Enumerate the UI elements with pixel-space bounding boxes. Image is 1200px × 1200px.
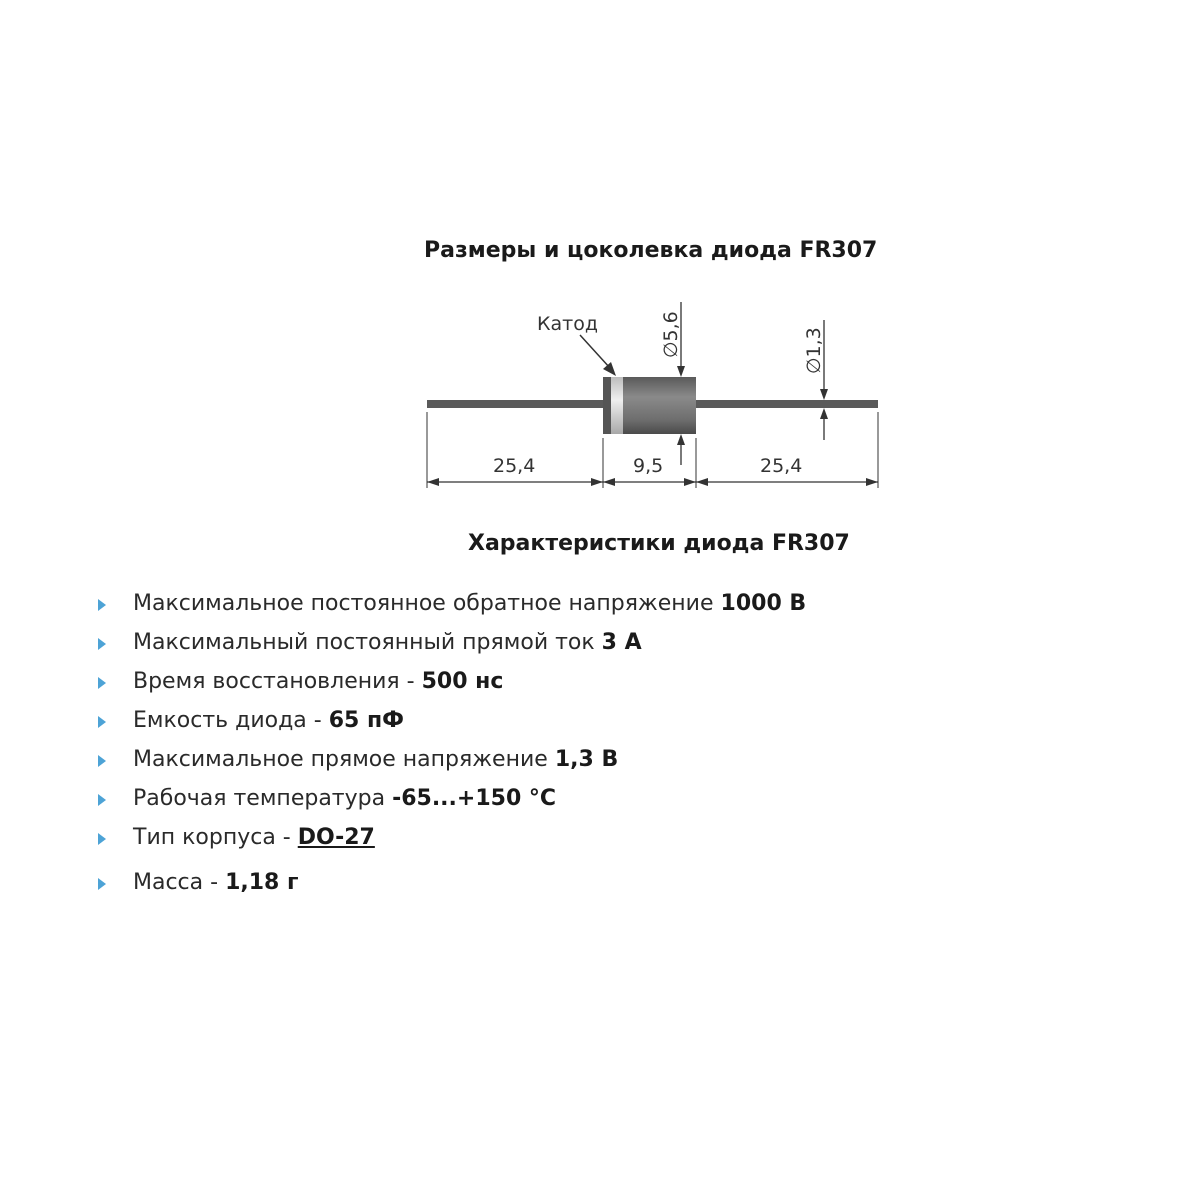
spec-label: Рабочая температура [133, 786, 393, 811]
list-item [96, 781, 806, 820]
spec-value: 1,18 г [225, 870, 299, 895]
spec-label: Максимальное прямое напряжение [133, 747, 555, 772]
spec-label: Емкость диода - [133, 708, 329, 733]
triangle-right-icon [98, 794, 106, 806]
characteristics-title: Характеристики диода FR307 [468, 531, 850, 556]
spec-value: 500 нс [421, 669, 504, 694]
cathode-band [611, 377, 623, 434]
spec-label: Время восстановления - [133, 669, 422, 694]
triangle-right-icon [98, 638, 106, 650]
triangle-right-icon [98, 716, 106, 728]
right-lead-length-label: 25,4 [760, 455, 803, 477]
dimensions-title: Размеры и цоколевка диода FR307 [424, 238, 878, 263]
triangle-right-icon [98, 833, 106, 845]
right-lead [696, 400, 878, 408]
spec-value: 65 пФ [328, 708, 404, 733]
list-item [96, 742, 806, 781]
characteristics-list [96, 586, 806, 904]
list-item [96, 820, 806, 859]
triangle-right-icon [98, 599, 106, 611]
triangle-right-icon [98, 677, 106, 689]
list-item [96, 664, 806, 703]
spec-value: 3 А [601, 630, 642, 655]
list-item [96, 586, 806, 625]
list-item [96, 703, 806, 742]
diode-dimension-diagram [400, 290, 920, 510]
left-lead-length-label: 25,4 [493, 455, 536, 477]
spec-value: -65...+150 °С [392, 786, 557, 811]
spec-label: Максимальный постоянный прямой ток [133, 630, 602, 655]
spec-label: Масса - [133, 870, 226, 895]
spec-value: 1000 В [720, 591, 807, 616]
lead-diameter-label: ∅1,3 [803, 327, 825, 374]
body-diameter-label: ∅5,6 [660, 311, 682, 358]
spec-label: Максимальное постоянное обратное напряжение [133, 591, 721, 616]
package-type-link[interactable]: DO-27 [297, 825, 375, 850]
triangle-right-icon [98, 755, 106, 767]
list-item [96, 865, 806, 904]
triangle-right-icon [98, 878, 106, 890]
spec-value: 1,3 В [554, 747, 619, 772]
list-item [96, 625, 806, 664]
spec-label: Тип корпуса - [133, 825, 298, 850]
cathode-label: Катод [537, 313, 598, 335]
body-length-label: 9,5 [633, 455, 664, 477]
left-lead [427, 400, 603, 408]
